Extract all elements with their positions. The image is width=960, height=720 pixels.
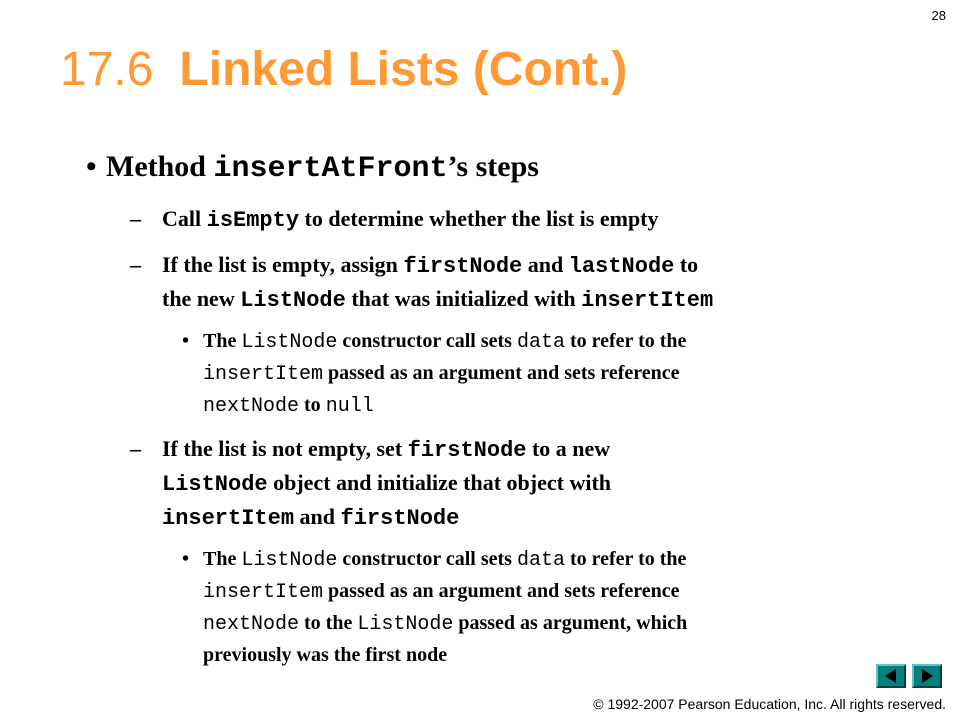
text-run: Call (162, 206, 207, 231)
text-run: The (203, 548, 242, 570)
text-run: constructor call sets (337, 548, 517, 570)
text-run: to the (299, 612, 358, 634)
sub-bullet-marker: • (182, 330, 190, 352)
code-run: ListNode (357, 613, 454, 636)
text-run: and (522, 252, 569, 277)
code-run: insertItem (581, 288, 714, 313)
subbullet-list-not-empty-line3 (162, 504, 459, 531)
subbullet-list-not-empty-line1 (162, 436, 610, 463)
text-run: the new (162, 286, 241, 311)
copyright-footer: © 1992-2007 Pearson Education, Inc. All rights reserved. (593, 696, 946, 712)
subsub-constructor-line1 (203, 330, 686, 354)
code-run: isEmpty (206, 208, 300, 233)
text-run: Method (106, 150, 214, 183)
text-run: to refer to the (564, 548, 687, 570)
code-run: firstNode (403, 254, 523, 279)
code-run: firstNode (340, 506, 460, 531)
triangle-left-icon (878, 666, 904, 686)
subsub-constructor-line3 (203, 394, 374, 418)
text-run: passed as argument, which (453, 612, 688, 634)
text-run: to determine whether the list is empty (299, 206, 659, 231)
next-slide-button[interactable] (912, 664, 942, 688)
code-run: data (516, 549, 565, 572)
subbullet-list-not-empty-line2 (162, 470, 611, 497)
sub-bullet-marker: • (182, 548, 190, 570)
text-run: to refer to the (564, 330, 687, 352)
code-run: null (325, 395, 374, 418)
code-run: ListNode (241, 331, 338, 354)
subbullet-list-empty-line1 (162, 252, 698, 279)
previous-slide-button[interactable] (876, 664, 906, 688)
subbullet-call-isempty (162, 206, 659, 233)
code-run: ListNode (162, 472, 268, 497)
text-run: to (674, 252, 699, 277)
code-run: firstNode (407, 438, 527, 463)
text-run: constructor call sets (337, 330, 517, 352)
bullet-method-steps (106, 150, 539, 186)
subsub-constructor2-line4 (203, 644, 447, 667)
title-section-number: 17.6 (60, 43, 154, 96)
subsub-constructor-line2 (203, 362, 680, 386)
code-run: insertItem (203, 363, 324, 386)
code-run: insertItem (203, 581, 324, 604)
code-run: nextNode (203, 395, 300, 418)
subsub-constructor2-line2 (203, 580, 680, 604)
text-run: passed as an argument and sets reference (323, 580, 680, 602)
text-run: passed as an argument and sets reference (323, 362, 680, 384)
title-text: Linked Lists (Cont.) (179, 43, 628, 96)
text-run: If the list is empty, assign (162, 252, 404, 277)
subbullet-list-empty-line2 (162, 286, 713, 313)
text-run: The (203, 330, 242, 352)
code-run: insertAtFront (213, 152, 448, 186)
text-run: object and initialize that object with (267, 470, 612, 495)
code-run: insertItem (162, 506, 295, 531)
subsub-constructor2-line1 (203, 548, 686, 572)
code-run: nextNode (203, 613, 300, 636)
code-run: data (516, 331, 565, 354)
text-run: If the list is not empty, set (162, 436, 408, 461)
triangle-right-icon (914, 666, 940, 686)
code-run: ListNode (240, 288, 346, 313)
page-number: 28 (931, 8, 946, 23)
subsub-constructor2-line3 (203, 612, 687, 636)
code-run: lastNode (568, 254, 675, 279)
text-run: to (299, 394, 326, 416)
text-run: previously was the first node (203, 644, 448, 666)
text-run: to a new (526, 436, 611, 461)
text-run: that was initialized with (345, 286, 582, 311)
text-run: and (294, 504, 341, 529)
dash-marker: – (130, 206, 141, 231)
bullet-marker: • (86, 150, 97, 183)
dash-marker: – (130, 252, 141, 277)
code-run: ListNode (241, 549, 338, 572)
text-run: ’s steps (447, 150, 539, 183)
dash-marker: – (130, 436, 141, 461)
